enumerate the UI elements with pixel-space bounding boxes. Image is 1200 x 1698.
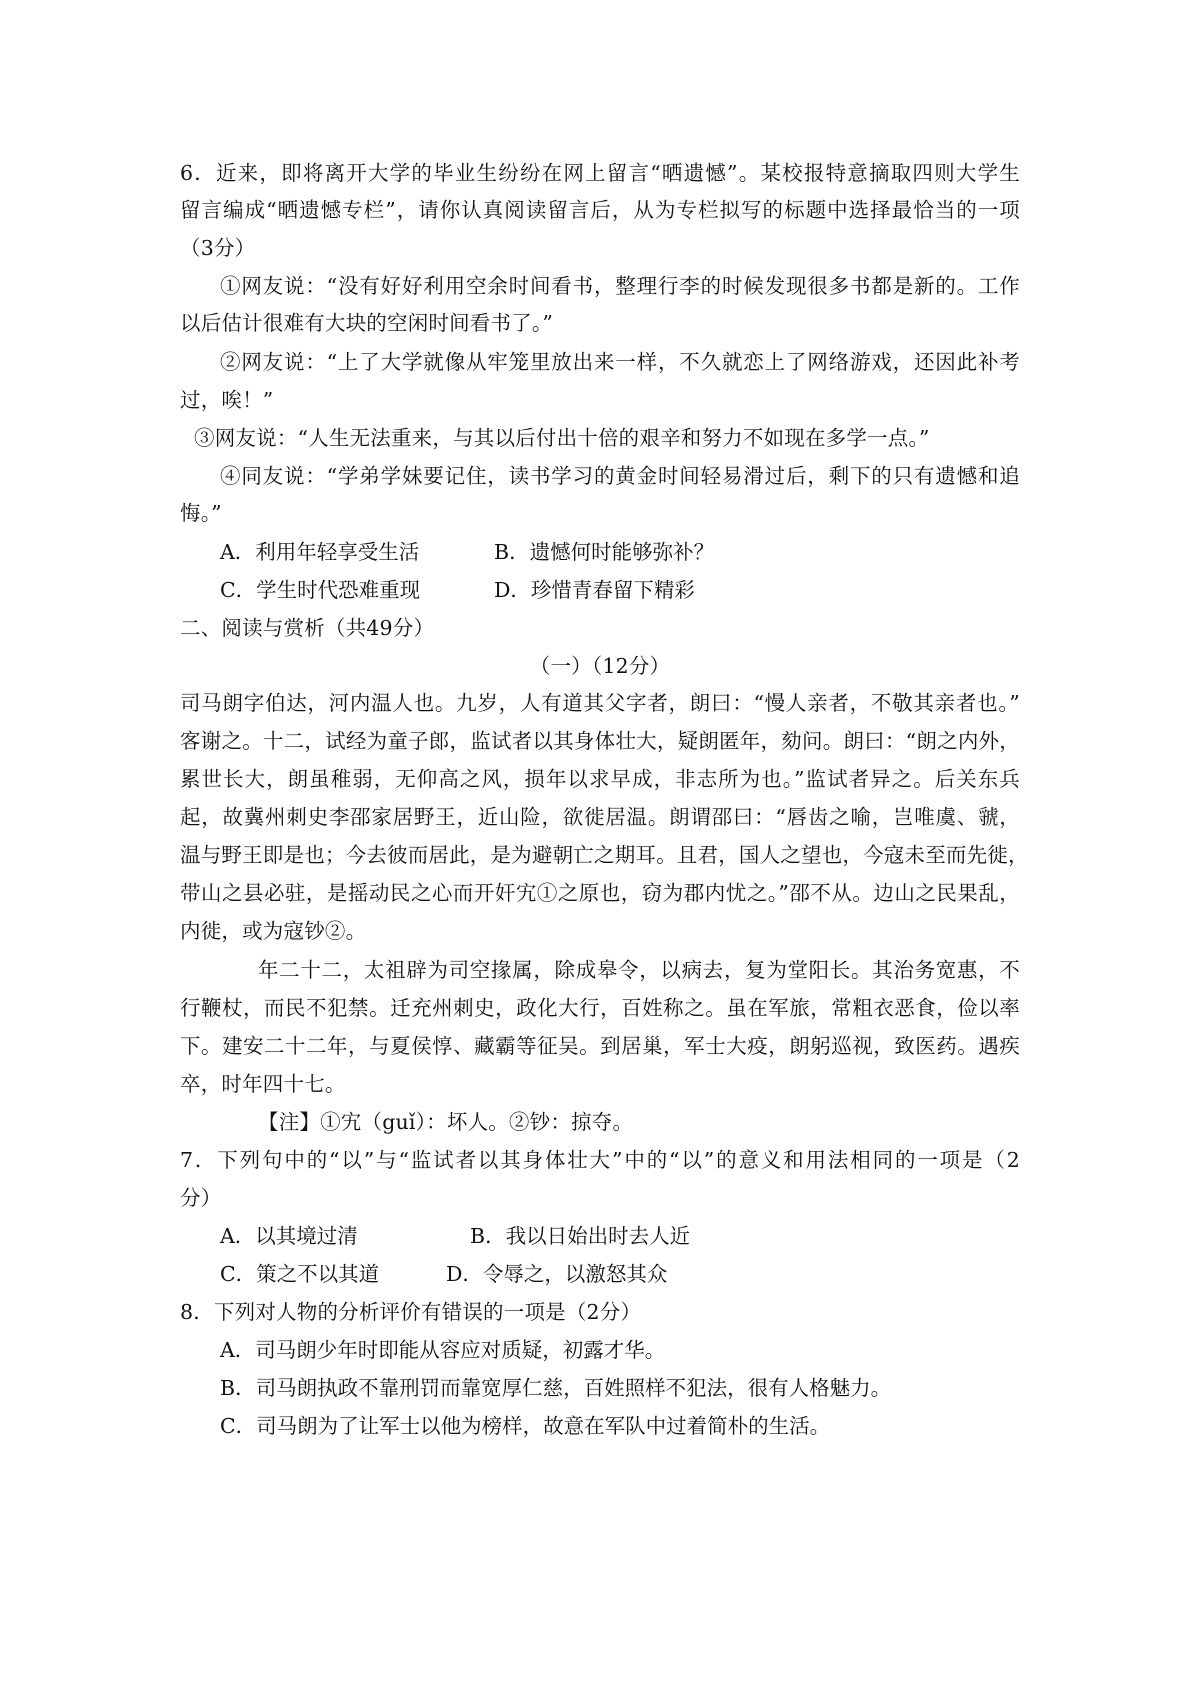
passage-p1-line-7: 内徙，或为寇钞②。 [180,919,367,943]
q6-comment-2b: 过，唉！” [180,388,274,412]
q6-comment-1a: ①网友说：“没有好好利用空余时间看书，整理行李的时候发现很多书都是新的。工作 [220,274,1020,298]
part-1-title: （一）（12分） [529,654,671,678]
passage-p1-line-1: 司马朗字伯达，河内温人也。九岁，人有道其父字者，朗曰：“慢人亲者，不敬其亲者也。” [180,691,1020,715]
passage-p1-line-5: 温与野王即是也；今去彼而居此，是为避朝亡之期耳。且君，国人之望也，今寇未至而先徙， [180,843,1029,867]
q7-option-d[interactable]: D．令辱之，以激怒其众 [446,1262,668,1286]
q6-stem-line-3: （3分） [180,236,256,260]
q8-option-c[interactable]: C．司马朗为了让军士以他为榜样，故意在军队中过着简朴的生活。 [220,1414,831,1438]
q6-option-c[interactable]: C．学生时代恐难重现 [220,578,421,602]
q7-option-a[interactable]: A．以其境过清 [220,1224,358,1248]
q8-option-b[interactable]: B．司马朗执政不靠刑罚而靠宽厚仁慈，百姓照样不犯法，很有人格魅力。 [220,1376,892,1400]
passage-p1-line-2: 客谢之。十二，试经为童子郎，监试者以其身体壮大，疑朗匿年，劾问。朗曰：“朗之内外， [180,729,1020,753]
section-2-title: 二、阅读与赏析（共49分） [180,616,435,640]
q6-stem-line-1: 6．近来，即将离开大学的毕业生纷纷在网上留言“晒遗憾”。某校报特意摘取四则大学生 [180,161,1020,185]
q6-comment-4a: ④同友说：“学弟学妹要记住，读书学习的黄金时间轻易滑过后，剩下的只有遗憾和追 [220,464,1020,488]
q6-comment-1b: 以后估计很难有大块的空闲时间看书了。” [180,311,554,335]
q6-stem-line-2: 留言编成“晒遗憾专栏”，请你认真阅读留言后，从为专栏拟写的标题中选择最恰当的一项 [180,198,1020,222]
passage-p2-line-2: 行鞭杖，而民不犯禁。迁充州刺史，政化大行，百姓称之。虽在军旅，常粗衣恶食，俭以率 [180,996,1020,1020]
passage-p1-line-6: 带山之县必驻，是摇动民之心而开奸宄①之原也，窃为郡内忧之。”邵不从。边山之民果乱， [180,881,1020,905]
q7-option-b[interactable]: B．我以日始出时去人近 [470,1224,691,1248]
q7-option-c[interactable]: C．策之不以其道 [220,1262,380,1286]
q7-stem-line-1: 7．下列句中的“以”与“监试者以其身体壮大”中的“以”的意义和用法相同的一项是（2 [180,1148,1020,1172]
passage-note: 【注】①宄（guǐ）：坏人。②钞：掠夺。 [258,1110,634,1134]
passage-p2-line-4: 卒，时年四十七。 [180,1072,346,1096]
q6-comment-2a: ②网友说：“上了大学就像从牢笼里放出来一样，不久就恋上了网络游戏，还因此补考 [220,350,1020,374]
q8-option-a[interactable]: A．司马朗少年时即能从容应对质疑，初露才华。 [220,1338,666,1362]
q6-option-d[interactable]: D．珍惜青春留下精彩 [494,578,695,602]
q6-option-b[interactable]: B．遗憾何时能够弥补？ [494,540,715,564]
q7-stem-line-2: 分） [180,1186,222,1210]
passage-p1-line-3: 累世长大，朗虽稚弱，无仰高之风，损年以求早成，非志所为也。”监试者异之。后关东兵 [180,767,1020,791]
q6-comment-4b: 悔。” [180,501,222,525]
q6-comment-3: ③网友说：“人生无法重来，与其以后付出十倍的艰辛和努力不如现在多学一点。” [194,426,930,450]
q8-stem: 8．下列对人物的分析评价有错误的一项是（2分） [180,1300,642,1324]
passage-p1-line-4: 起，故冀州刺史李邵家居野王，近山险，欲徙居温。朗谓邵曰：“唇齿之喻，岂唯虞、虢， [180,805,1020,829]
passage-p2-line-1: 年二十二，太祖辟为司空掾属，除成皋令，以病去，复为堂阳长。其治务宽惠，不 [258,958,1020,982]
q6-option-a[interactable]: A．利用年轻享受生活 [220,540,420,564]
passage-p2-line-3: 下。建安二十二年，与夏侯惇、藏霸等征吴。到居巢，军士大疫，朗躬巡视，致医药。遇疾 [180,1034,1020,1058]
